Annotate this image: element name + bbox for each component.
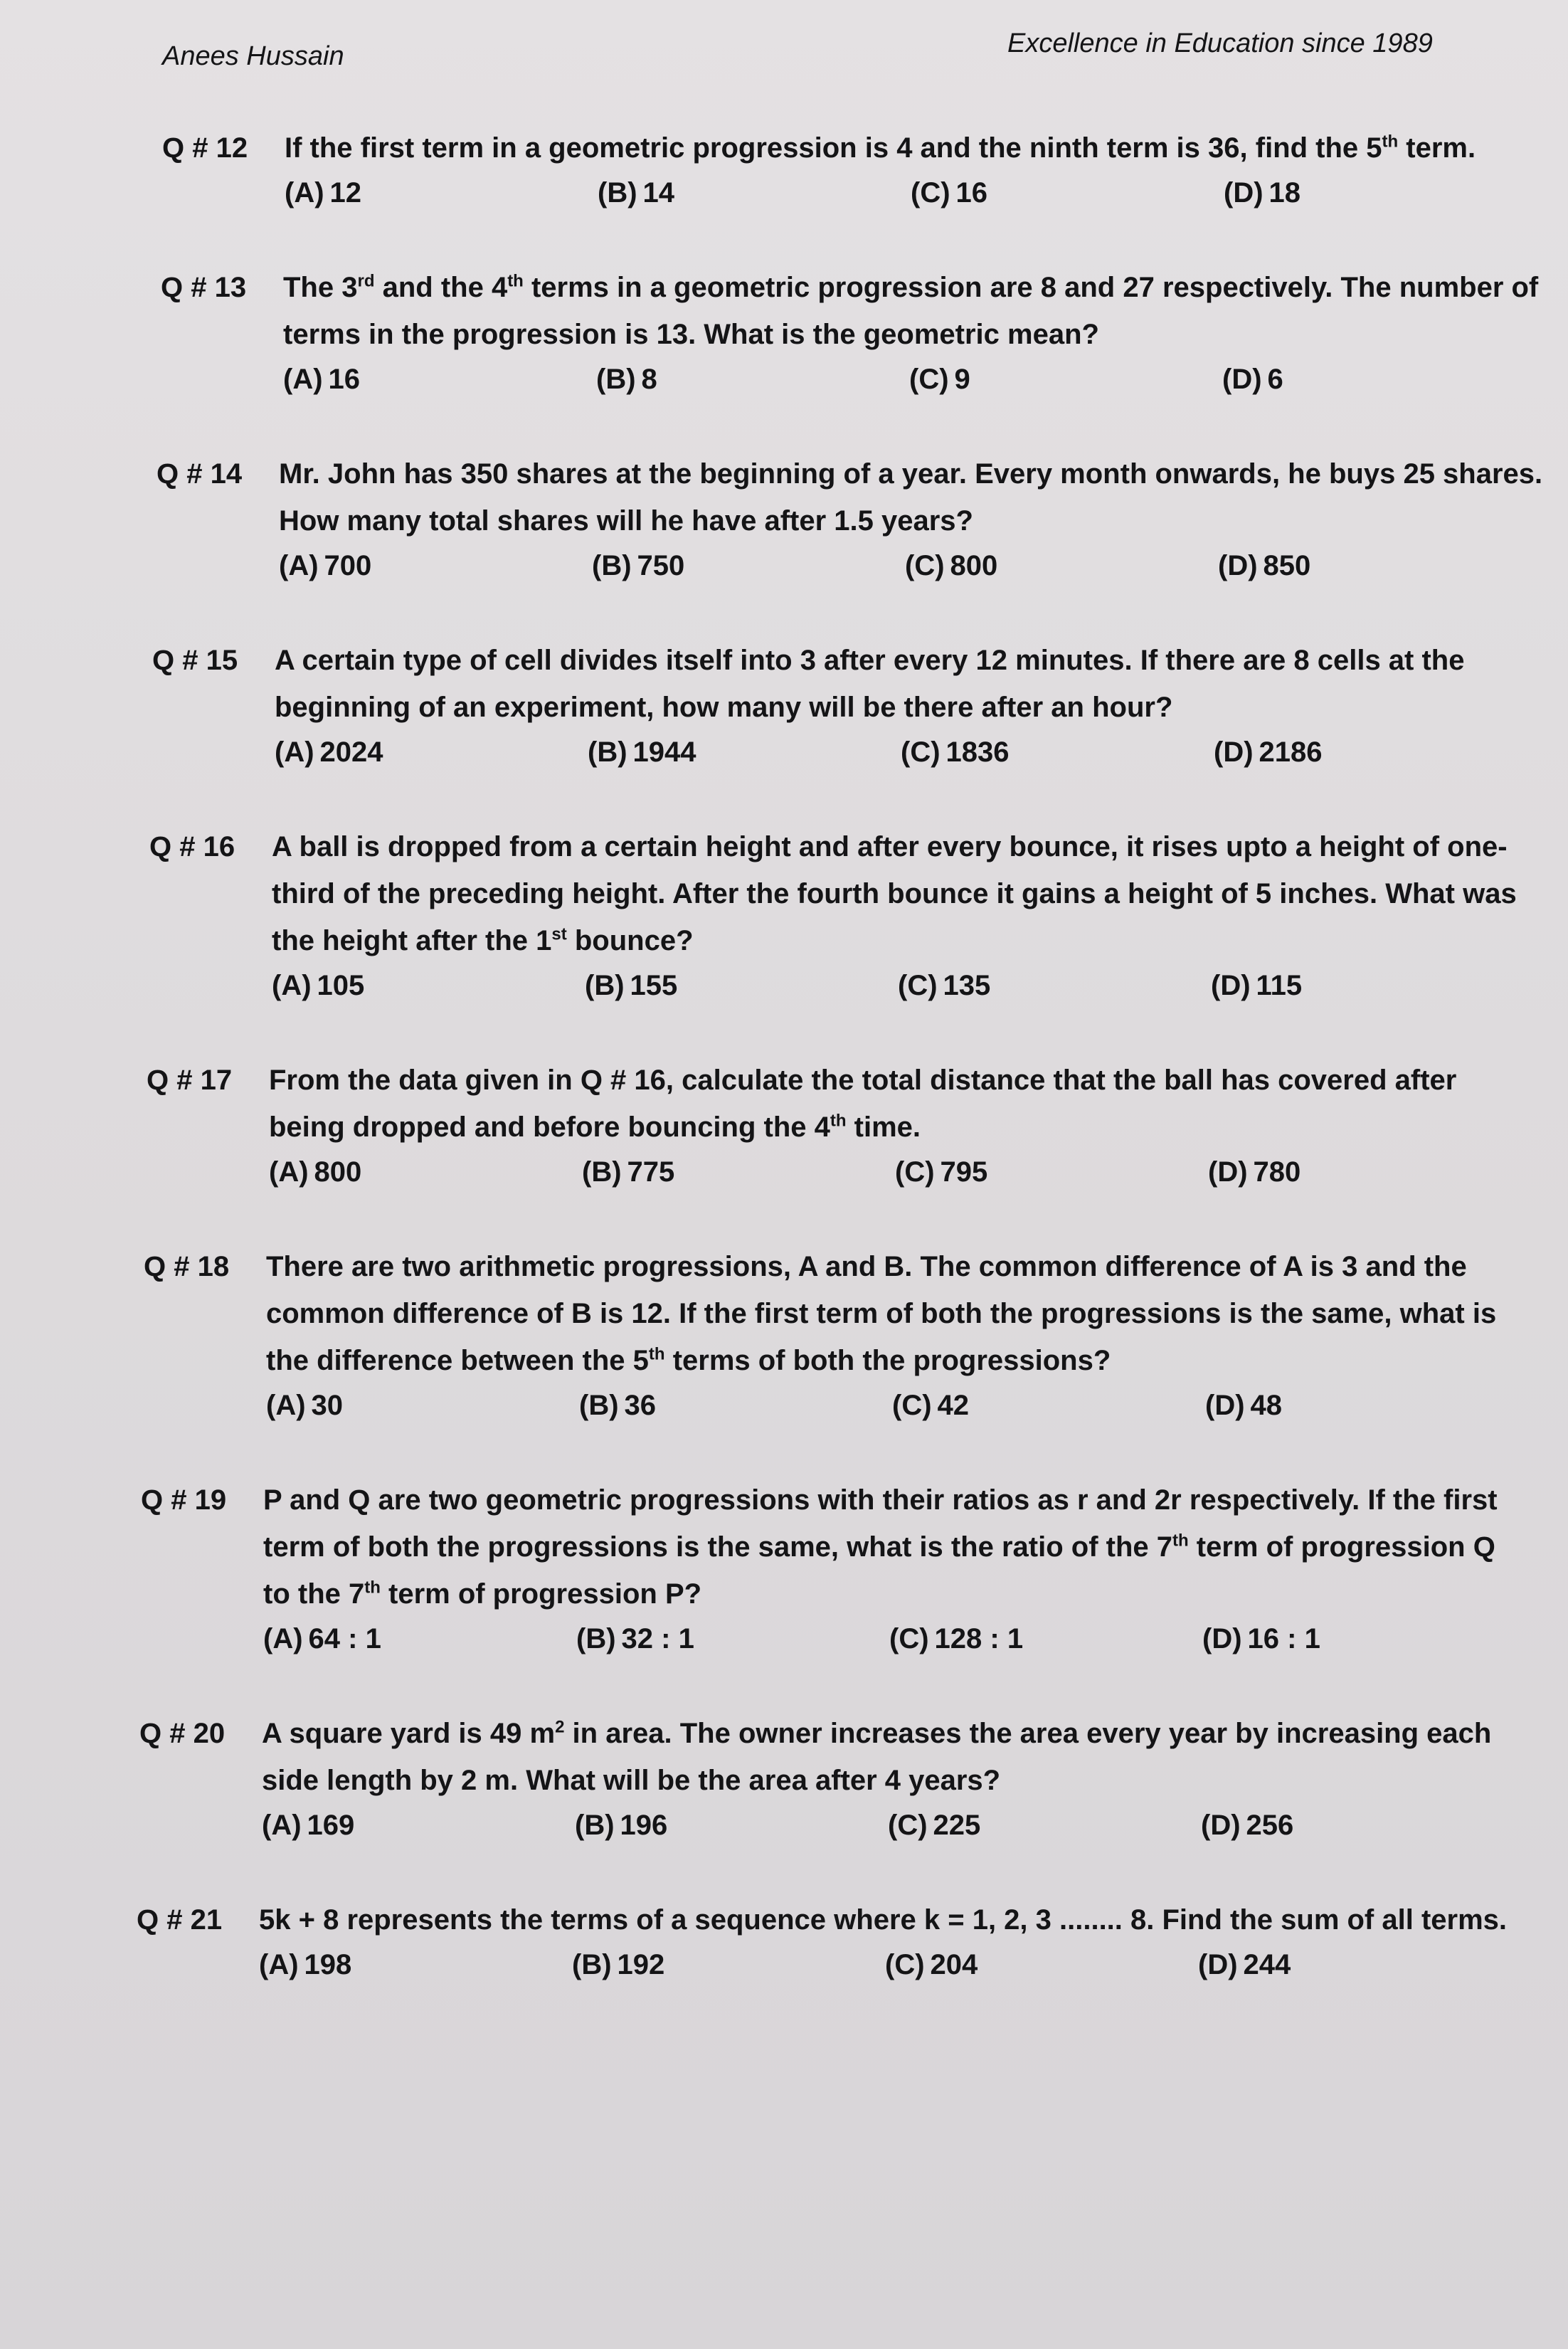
option-value: 775 <box>627 1156 675 1188</box>
option-value: 256 <box>1246 1810 1294 1841</box>
option-value: 18 <box>1268 177 1301 208</box>
option-label: (B) <box>575 1810 615 1841</box>
option-label: (B) <box>588 737 627 768</box>
question-18 <box>144 1243 1568 1425</box>
tagline: Excellence in Education since 1989 <box>1007 28 1433 58</box>
option-d <box>1201 1805 1514 1845</box>
superscript: st <box>551 924 567 944</box>
option-value: 30 <box>311 1390 344 1421</box>
question-number: Q # 13 <box>161 272 247 303</box>
text-part: in area. The owner increases the area every year by increasing each side length by 2 m. What will be the area after 4 years? <box>262 1718 1492 1796</box>
option-c <box>901 732 1214 772</box>
question-16 <box>149 823 1568 1005</box>
question-text <box>266 1243 1532 1384</box>
text-part: 5k + 8 represents the terms of a sequence where k = 1, 2, 3 ........ 8. Find the sum of all terms. <box>259 1904 1508 1936</box>
option-value: 9 <box>954 364 970 395</box>
text-part: A square yard is 49 m <box>262 1718 556 1749</box>
option-value: 850 <box>1263 550 1311 581</box>
option-value: 16 <box>328 364 361 395</box>
text-part: terms of both the progressions? <box>664 1345 1111 1376</box>
option-value: 2186 <box>1259 737 1323 768</box>
text-part: time. <box>846 1112 921 1143</box>
option-c <box>898 966 1211 1005</box>
option-b <box>598 173 911 213</box>
option-value: 196 <box>620 1810 668 1841</box>
option-c <box>892 1385 1205 1425</box>
option-d <box>1224 173 1537 213</box>
author-name: Anees Hussain <box>162 41 344 71</box>
option-label: (C) <box>901 737 941 768</box>
text-part: term of progression P? <box>380 1578 702 1610</box>
option-value: 14 <box>642 177 675 208</box>
text-part: A ball is dropped from a certain height and after every bounce, it rises upto a height of one-third of the preceding height. After the fourth bounce it gains a height of 5 inches. What was the height after the 1 <box>272 831 1517 956</box>
option-label: (A) <box>272 970 312 1001</box>
option-label: (C) <box>895 1156 935 1188</box>
options-row <box>269 1152 1568 1192</box>
option-label: (B) <box>596 364 636 395</box>
option-b <box>596 359 909 399</box>
option-a <box>285 173 598 213</box>
option-c <box>889 1619 1202 1659</box>
option-label: (A) <box>259 1949 299 1980</box>
option-label: (A) <box>263 1623 303 1654</box>
question-number: Q # 15 <box>152 645 238 676</box>
option-d <box>1208 1152 1521 1192</box>
text-part: If the first term in a geometric progression is 4 and the ninth term is 36, find the 5 <box>285 132 1382 164</box>
option-label: (D) <box>1214 737 1254 768</box>
question-text <box>269 1057 1535 1151</box>
option-value: 225 <box>933 1810 981 1841</box>
question-number: Q # 21 <box>137 1904 223 1936</box>
option-label: (C) <box>888 1810 928 1841</box>
option-value: 42 <box>937 1390 970 1421</box>
question-21 <box>137 1896 1568 1985</box>
text-part: P and Q are two geometric progressions with their ratios as r and 2r respectively. If the first term of both the progressions is the same, what is the ratio of the 7 <box>263 1484 1498 1563</box>
question-number: Q # 12 <box>162 132 248 164</box>
option-label: (A) <box>266 1390 306 1421</box>
text-part: term of progression Q to the 7 <box>263 1531 1495 1610</box>
option-value: 780 <box>1253 1156 1301 1188</box>
question-text <box>259 1896 1525 1943</box>
option-label: (C) <box>892 1390 932 1421</box>
text-part: There are two arithmetic progressions, A and B. The common difference of A is 3 and the common difference of B is 12. If the first term of both the progressions is the same, what is the difference between the 5 <box>266 1251 1497 1376</box>
question-text <box>279 450 1545 544</box>
option-label: (D) <box>1201 1810 1241 1841</box>
option-b <box>575 1805 888 1845</box>
option-label: (C) <box>905 550 945 581</box>
option-c <box>905 546 1218 586</box>
option-value: 1836 <box>945 737 1010 768</box>
option-label: (D) <box>1218 550 1258 581</box>
options-row <box>279 546 1568 586</box>
text-part: Mr. John has 350 shares at the beginning of a year. Every month onwards, he buys 25 shares. How many total shares will he have after 1.5 years? <box>279 458 1543 537</box>
question-text <box>275 637 1541 731</box>
text-part: term. <box>1398 132 1476 164</box>
option-label: (D) <box>1205 1390 1245 1421</box>
option-label: (B) <box>576 1623 616 1654</box>
option-label: (B) <box>592 550 632 581</box>
option-a <box>269 1152 582 1192</box>
option-b <box>572 1945 885 1985</box>
option-d <box>1198 1945 1511 1985</box>
option-d <box>1214 732 1527 772</box>
option-b <box>576 1619 889 1659</box>
question-15 <box>152 637 1568 772</box>
superscript: th <box>648 1344 665 1364</box>
question-text <box>283 264 1550 358</box>
options-row <box>266 1385 1568 1425</box>
text-part: terms in a geometric progression are 8 and 27 respectively. The number of terms in the progression is 13. What is the geometric mean? <box>283 272 1539 350</box>
option-label: (A) <box>269 1156 309 1188</box>
text-part: The 3 <box>283 272 358 303</box>
superscript: th <box>830 1111 847 1131</box>
option-b <box>592 546 905 586</box>
option-b <box>588 732 901 772</box>
option-label: (C) <box>885 1949 925 1980</box>
option-a <box>279 546 592 586</box>
question-13 <box>161 264 1568 399</box>
question-number: Q # 16 <box>149 831 235 862</box>
question-20 <box>139 1710 1568 1845</box>
option-value: 105 <box>317 970 365 1001</box>
question-list <box>0 125 1568 2036</box>
option-label: (D) <box>1202 1623 1242 1654</box>
option-value: 12 <box>329 177 362 208</box>
question-number: Q # 14 <box>157 458 243 490</box>
question-number: Q # 19 <box>141 1484 227 1516</box>
option-value: 64 : 1 <box>308 1623 381 1654</box>
option-value: 48 <box>1250 1390 1283 1421</box>
question-17 <box>147 1057 1568 1192</box>
options-row <box>275 732 1568 772</box>
options-row <box>262 1805 1568 1845</box>
option-label: (C) <box>909 364 949 395</box>
question-12 <box>162 125 1568 213</box>
option-a <box>266 1385 579 1425</box>
option-label: (A) <box>262 1810 302 1841</box>
option-c <box>888 1805 1201 1845</box>
option-d <box>1211 966 1524 1005</box>
question-19 <box>141 1477 1568 1659</box>
option-value: 750 <box>637 550 685 581</box>
option-value: 204 <box>930 1949 978 1980</box>
option-value: 128 : 1 <box>934 1623 1024 1654</box>
options-row <box>272 966 1568 1005</box>
option-d <box>1205 1385 1518 1425</box>
superscript: th <box>1172 1531 1189 1551</box>
option-value: 16 <box>955 177 988 208</box>
text-part: and the 4 <box>374 272 508 303</box>
option-d <box>1218 546 1531 586</box>
question-text <box>285 125 1551 171</box>
option-value: 32 : 1 <box>621 1623 694 1654</box>
option-value: 169 <box>307 1810 355 1841</box>
option-value: 800 <box>314 1156 362 1188</box>
options-row <box>259 1945 1568 1985</box>
option-b <box>579 1385 892 1425</box>
option-label: (C) <box>911 177 950 208</box>
option-a <box>272 966 585 1005</box>
option-c <box>909 359 1222 399</box>
option-label: (A) <box>283 364 323 395</box>
question-number: Q # 17 <box>147 1065 233 1096</box>
option-label: (B) <box>585 970 625 1001</box>
option-label: (C) <box>889 1623 929 1654</box>
option-value: 192 <box>617 1949 665 1980</box>
options-row <box>285 173 1568 213</box>
options-row <box>263 1619 1568 1659</box>
option-label: (D) <box>1208 1156 1248 1188</box>
option-value: 1944 <box>632 737 696 768</box>
option-a <box>259 1945 572 1985</box>
option-value: 198 <box>304 1949 352 1980</box>
option-label: (D) <box>1198 1949 1238 1980</box>
option-value: 8 <box>641 364 657 395</box>
superscript: rd <box>357 271 375 291</box>
text-part: A certain type of cell divides itself into 3 after every 12 minutes. If there are 8 cells at the beginning of an experiment, how many will be there after an hour? <box>275 645 1465 723</box>
text-part: From the data given in Q # 16, calculate the total distance that the ball has covered after being dropped and before bouncing the 4 <box>269 1065 1457 1143</box>
question-number: Q # 20 <box>139 1718 226 1749</box>
option-c <box>885 1945 1198 1985</box>
option-value: 800 <box>950 550 998 581</box>
option-a <box>262 1805 575 1845</box>
option-label: (D) <box>1211 970 1251 1001</box>
option-a <box>275 732 588 772</box>
superscript: th <box>1382 132 1399 152</box>
option-value: 16 : 1 <box>1247 1623 1320 1654</box>
option-value: 36 <box>624 1390 657 1421</box>
option-c <box>911 173 1224 213</box>
question-text <box>272 823 1538 964</box>
superscript: th <box>364 1578 381 1598</box>
option-value: 795 <box>940 1156 988 1188</box>
superscript: 2 <box>555 1717 565 1737</box>
page-header <box>0 28 1568 78</box>
superscript: th <box>507 271 524 291</box>
option-label: (B) <box>582 1156 622 1188</box>
option-label: (A) <box>279 550 319 581</box>
option-label: (B) <box>598 177 637 208</box>
question-text <box>263 1477 1530 1617</box>
option-c <box>895 1152 1208 1192</box>
option-label: (A) <box>275 737 314 768</box>
option-b <box>585 966 898 1005</box>
option-label: (B) <box>579 1390 619 1421</box>
question-number: Q # 18 <box>144 1251 230 1282</box>
options-row <box>283 359 1568 399</box>
option-value: 700 <box>324 550 372 581</box>
option-a <box>263 1619 576 1659</box>
option-value: 6 <box>1267 364 1283 395</box>
option-d <box>1222 359 1535 399</box>
option-value: 135 <box>943 970 991 1001</box>
option-label: (A) <box>285 177 324 208</box>
option-label: (D) <box>1222 364 1262 395</box>
option-value: 115 <box>1256 970 1303 1001</box>
option-label: (D) <box>1224 177 1264 208</box>
option-d <box>1202 1619 1515 1659</box>
option-a <box>283 359 596 399</box>
option-label: (C) <box>898 970 938 1001</box>
question-14 <box>157 450 1568 586</box>
text-part: bounce? <box>566 925 694 956</box>
question-text <box>262 1710 1528 1804</box>
option-value: 244 <box>1243 1949 1291 1980</box>
option-value: 2024 <box>319 737 383 768</box>
option-b <box>582 1152 895 1192</box>
option-label: (B) <box>572 1949 612 1980</box>
option-value: 155 <box>630 970 678 1001</box>
